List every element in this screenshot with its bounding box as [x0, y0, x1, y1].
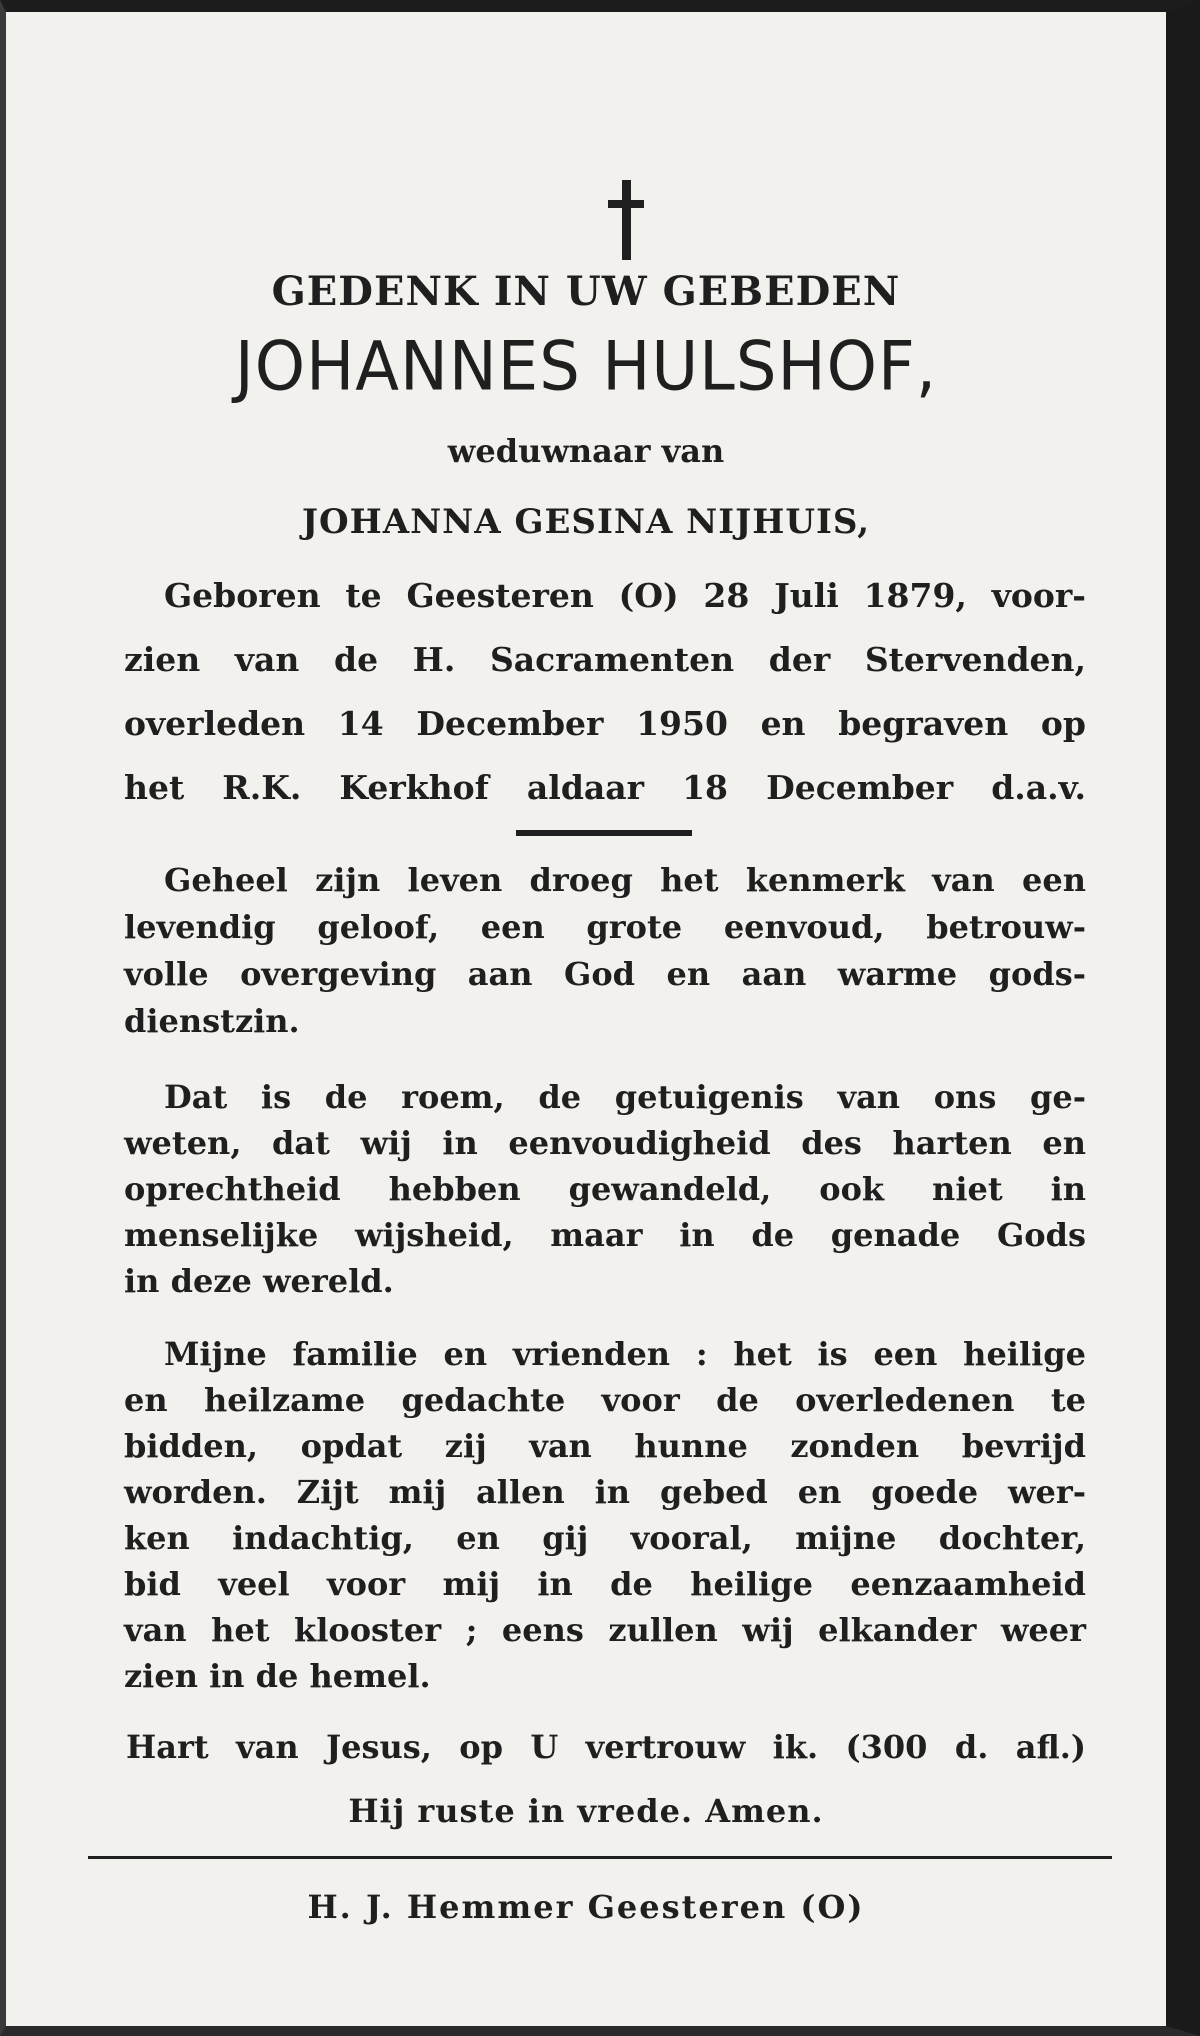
paragraph-line: levendig geloof, een grote eenvoud, betrouw- [124, 908, 1086, 946]
paragraph-line: worden. Zijt mij allen in gebed en goede wer- [124, 1473, 1086, 1511]
deceased-name: JOHANNES HULSHOF, [234, 327, 938, 407]
cross-icon [596, 180, 656, 262]
paragraph-line: menselijke wijsheid, maar in de genade Gods [124, 1216, 1086, 1254]
paragraph-line: bid veel voor mij in de heilige eenzaamheid [124, 1565, 1086, 1603]
biography-line: Geboren te Geesteren (O) 28 Juli 1879, voor- [164, 576, 1086, 615]
paragraph-line: volle overgeving aan God en aan warme gods- [124, 955, 1086, 993]
paragraph-line: zien in de hemel. [124, 1657, 431, 1695]
closing-line: Hij ruste in vrede. Amen. [348, 1792, 824, 1830]
cross-vertical-bar [622, 180, 631, 260]
farewell-paragraph [124, 1331, 1086, 1699]
paragraph-line: ken indachtig, en gij vooral, mijne dochter, [124, 1519, 1086, 1557]
paragraph-line: Mijne familie en vrienden : het is een heilige [164, 1335, 1086, 1373]
life-paragraph [124, 857, 1086, 1045]
biography-line: overleden 14 December 1950 en begraven op [124, 704, 1086, 743]
paragraph-line: in deze wereld. [124, 1262, 394, 1300]
card-heading: GEDENK IN UW GEBEDEN [271, 268, 901, 315]
widower-label: weduwnaar van [447, 432, 725, 470]
cross-horizontal-bar [608, 200, 644, 208]
footer-rule [88, 1856, 1112, 1859]
spouse-name: JOHANNA GESINA NIJHUIS, [301, 502, 871, 542]
biography-line: het R.K. Kerkhof aldaar 18 December d.a.v. [124, 768, 1086, 807]
paragraph-line: oprechtheid hebben gewandeld, ook niet in [124, 1170, 1086, 1208]
paragraph-line: Dat is de roem, de getuigenis van ons ge- [164, 1078, 1086, 1116]
scripture-paragraph [124, 1074, 1086, 1304]
paragraph-line: weten, dat wij in eenvoudigheid des harten en [124, 1124, 1086, 1162]
biography-paragraph [124, 564, 1086, 820]
paragraph-line: dienstzin. [124, 1002, 300, 1040]
paragraph-line: van het klooster ; eens zullen wij elkander weer [124, 1611, 1086, 1649]
biography-line: zien van de H. Sacramenten der Stervenden, [124, 640, 1086, 679]
printer-imprint: H. J. Hemmer Geesteren (O) [307, 1888, 865, 1926]
paragraph-line: bidden, opdat zij van hunne zonden bevrijd [124, 1427, 1086, 1465]
prayer-line: Hart van Jesus, op U vertrouw ik. (300 d. afl.) [126, 1728, 1086, 1766]
paragraph-line: Geheel zijn leven droeg het kenmerk van een [164, 861, 1086, 899]
section-divider [516, 830, 692, 836]
paragraph-line: en heilzame gedachte voor de overledenen te [124, 1381, 1086, 1419]
